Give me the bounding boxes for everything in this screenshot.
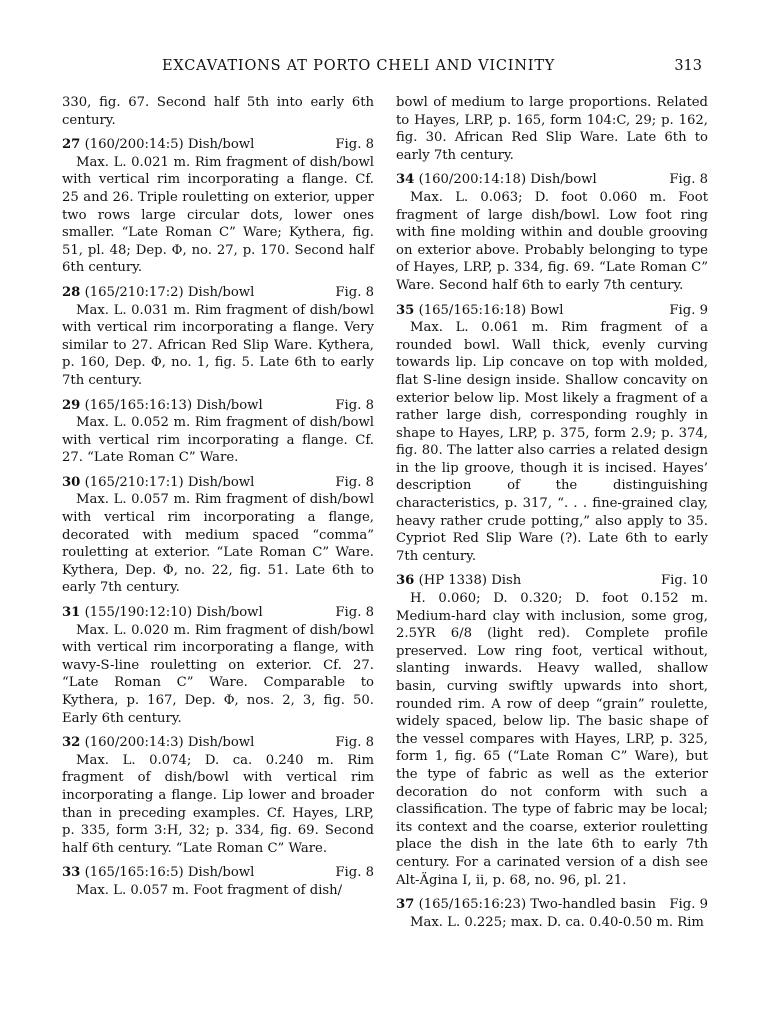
catalog-entry-34: [396, 171, 708, 294]
entry-heading: [62, 604, 374, 622]
entry-type: Dish/bowl: [530, 172, 597, 188]
entry-heading: [396, 896, 708, 914]
entry-context: (165/165:16:23): [418, 897, 527, 913]
figure-reference: Fig. 8: [335, 735, 374, 751]
entry-number: 28: [62, 284, 81, 300]
entry-description: Max. L. 0.020 m. Rim fragment of dish/bowl with vertical rim incorporating a flange, with wavy-S-line rouletting on exterior. Cf. 27. “Late Roman C” Ware. Comparable to Kythera, p. 167, Dep. Φ, nos. 2, 3, fig. 50. Early 6th century.: [62, 622, 374, 726]
entry-context: (HP 1338): [418, 573, 487, 589]
entry-context: (160/200:14:5): [84, 137, 184, 153]
entry-type: Dish/bowl: [187, 137, 255, 153]
figure-reference: Fig. 8: [669, 172, 708, 188]
entry-context: (165/165:16:13): [84, 397, 193, 413]
entry-type: Dish/bowl: [196, 397, 263, 413]
entry-context: (155/190:12:10): [84, 605, 193, 621]
entry-number: 37: [396, 897, 415, 913]
entry-type: Dish/bowl: [187, 474, 255, 490]
entry-description: Max. L. 0.057 m. Rim fragment of dish/bowl with vertical rim incorporating a flange, decorated with medium spaced “comma” rouletting at exterior. “Late Roman C” Ware. Kythera, Dep. Φ, no. 22, fig. 51. Late 6th to early 7th century.: [62, 492, 374, 596]
entry-type: Dish/bowl: [196, 605, 263, 621]
entry-number: 34: [396, 172, 415, 188]
continuation-text: bowl of medium to large proportions. Related to Hayes, LRP, p. 165, form 104:C, 29; p. 162, fig. 30. African Red Slip Ware. Late 6th to early 7th century.: [396, 95, 708, 163]
entry-type: Two-handled basin: [530, 897, 657, 913]
catalog-entry-30: [62, 474, 374, 597]
running-title: EXCAVATIONS AT PORTO CHELI AND VICINITY: [162, 58, 556, 74]
catalog-entry-28: [62, 284, 374, 390]
figure-reference: Fig. 8: [335, 474, 374, 490]
entry-type: Dish/bowl: [187, 865, 255, 881]
entry-description: Max. L. 0.052 m. Rim fragment of dish/bowl with vertical rim incorporating a flange. Cf. 27. “Late Roman C” Ware.: [62, 415, 374, 466]
entry-description: Max. L. 0.021 m. Rim fragment of dish/bowl with vertical rim incorporating a flange. Cf. 25 and 26. Triple rouletting on exterior, upper two rows large circular dots, lower ones smaller. “Late Roman C” Ware; Kythera, fig. 51, pl. 48; Dep. Φ, no. 27, p. 170. Second half 6th century.: [62, 154, 374, 276]
continuation-text: 330, fig. 67. Second half 5th into early 6th century.: [62, 95, 374, 128]
entry-heading: [62, 864, 374, 882]
catalog-entry-33: [62, 864, 374, 899]
entry-context: (160/200:14:3): [84, 735, 184, 751]
entry-context: (160/200:14:18): [418, 172, 527, 188]
entry-description: Max. L. 0.074; D. ca. 0.240 m. Rim fragment of dish/bowl with vertical rim incorporating a flange. Lip lower and broader than in preceding examples. Cf. Hayes, LRP, p. 335, form 3:H, 32; p. 334, fig. 69. Second half 6th century. “Late Roman C” Ware.: [62, 752, 374, 856]
entry-description: Max. L. 0.057 m. Foot fragment of dish/: [76, 882, 343, 898]
entry-heading: [396, 572, 708, 590]
entry-number: 33: [62, 865, 81, 881]
catalog-entry-29: [62, 397, 374, 467]
catalog-entry-31: [62, 604, 374, 727]
entry-number: 36: [396, 573, 415, 589]
figure-reference: Fig. 8: [335, 284, 374, 300]
page-number: 313: [674, 58, 702, 74]
figure-reference: Fig. 8: [335, 605, 374, 621]
catalog-entry-27: [62, 136, 374, 277]
figure-reference: Fig. 9: [669, 897, 708, 913]
entry-number: 32: [62, 735, 81, 751]
catalog-entry-36: [396, 572, 708, 889]
entry-type: Dish/bowl: [187, 735, 255, 751]
entry-heading: [62, 734, 374, 752]
catalog-entry-35: [396, 302, 708, 566]
entry-heading: [396, 171, 708, 189]
entry-context: (165/165:16:18): [418, 302, 527, 318]
running-header: [62, 58, 702, 80]
catalog-entry-37: [396, 896, 708, 931]
figure-reference: Fig. 10: [661, 573, 708, 589]
entry-description: Max. L. 0.031 m. Rim fragment of dish/bowl with vertical rim incorporating a flange. Very similar to 27. African Red Slip Ware. Kythera, p. 160, Dep. Φ, no. 1, fig. 5. Late 6th to early 7th century.: [62, 302, 374, 388]
figure-reference: Fig. 8: [335, 397, 374, 413]
entry-description: Max. L. 0.225; max. D. ca. 0.40-0.50 m. Rim: [410, 914, 704, 930]
entry-heading: [62, 397, 374, 415]
entry-number: 30: [62, 474, 81, 490]
catalog-entry-32: [62, 734, 374, 857]
entry-heading: [62, 136, 374, 154]
entry-number: 31: [62, 605, 81, 621]
figure-reference: Fig. 9: [669, 302, 708, 318]
entry-context: (165/165:16:5): [84, 865, 184, 881]
entry-number: 35: [396, 302, 415, 318]
entry-description: Max. L. 0.061 m. Rim fragment of a rounded bowl. Wall thick, evenly curving towards lip. Lip concave on top with molded, flat S-line design inside. Shallow concavity on exterior below lip. Most likely a fragment of a rather large dish, corresponding roughly in shape to Hayes, LRP, p. 375, form 2.9; p. 374, fig. 80. The latter also carries a related design in the lip groove, though it is incised. Hayes’ description of the distinguishing characteristics, p. 317, “. . . fine-grained clay, heavy rather crude potting,” also apply to 35. Cypriot Red Slip Ware (?). Late 6th to early 7th century.: [396, 320, 708, 564]
entry-context: (165/210:17:2): [84, 284, 184, 300]
right-column: [396, 94, 708, 931]
entry-description: H. 0.060; D. 0.320; D. foot 0.152 m. Medium-hard clay with inclusion, some grog, 2.5YR 6/8 (light red). Complete profile preserved. Low ring foot, vertical without, slanting inwards. Heavy walled, shallow basin, curving swiftly upwards into short, rounded rim. A row of deep “grain” roulette, widely spaced, below lip. The basic shape of the vessel compares with Hayes, LRP, p. 325, form 1, fig. 65 (“Late Roman C” Ware), but the type of fabric as well as the exterior decoration do not conform with such a classification. The type of fabric may be local; its context and the coarse, exterior rouletting place the dish in the late 6th to early 7th century. For a carinated version of a dish see Alt-Ägina I, ii, p. 68, no. 96, pl. 21.: [396, 591, 708, 888]
entry-type: Dish: [491, 573, 522, 589]
figure-reference: Fig. 8: [335, 865, 374, 881]
entry-type: Bowl: [530, 302, 564, 318]
entry-type: Dish/bowl: [187, 284, 255, 300]
entry-number: 27: [62, 137, 81, 153]
left-column: [62, 94, 374, 900]
entry-heading: [396, 302, 708, 320]
entry-heading: [62, 474, 374, 492]
entry-heading: [62, 284, 374, 302]
figure-reference: Fig. 8: [335, 137, 374, 153]
entry-description: Max. L. 0.063; D. foot 0.060 m. Foot fragment of large dish/bowl. Low foot ring with fine molding within and double grooving on exterior above. Probably belonging to type of Hayes, LRP, p. 334, fig. 69. “Late Roman C” Ware. Second half 6th to early 7th century.: [396, 189, 708, 293]
entry-number: 29: [62, 397, 81, 413]
entry-context: (165/210:17:1): [84, 474, 184, 490]
